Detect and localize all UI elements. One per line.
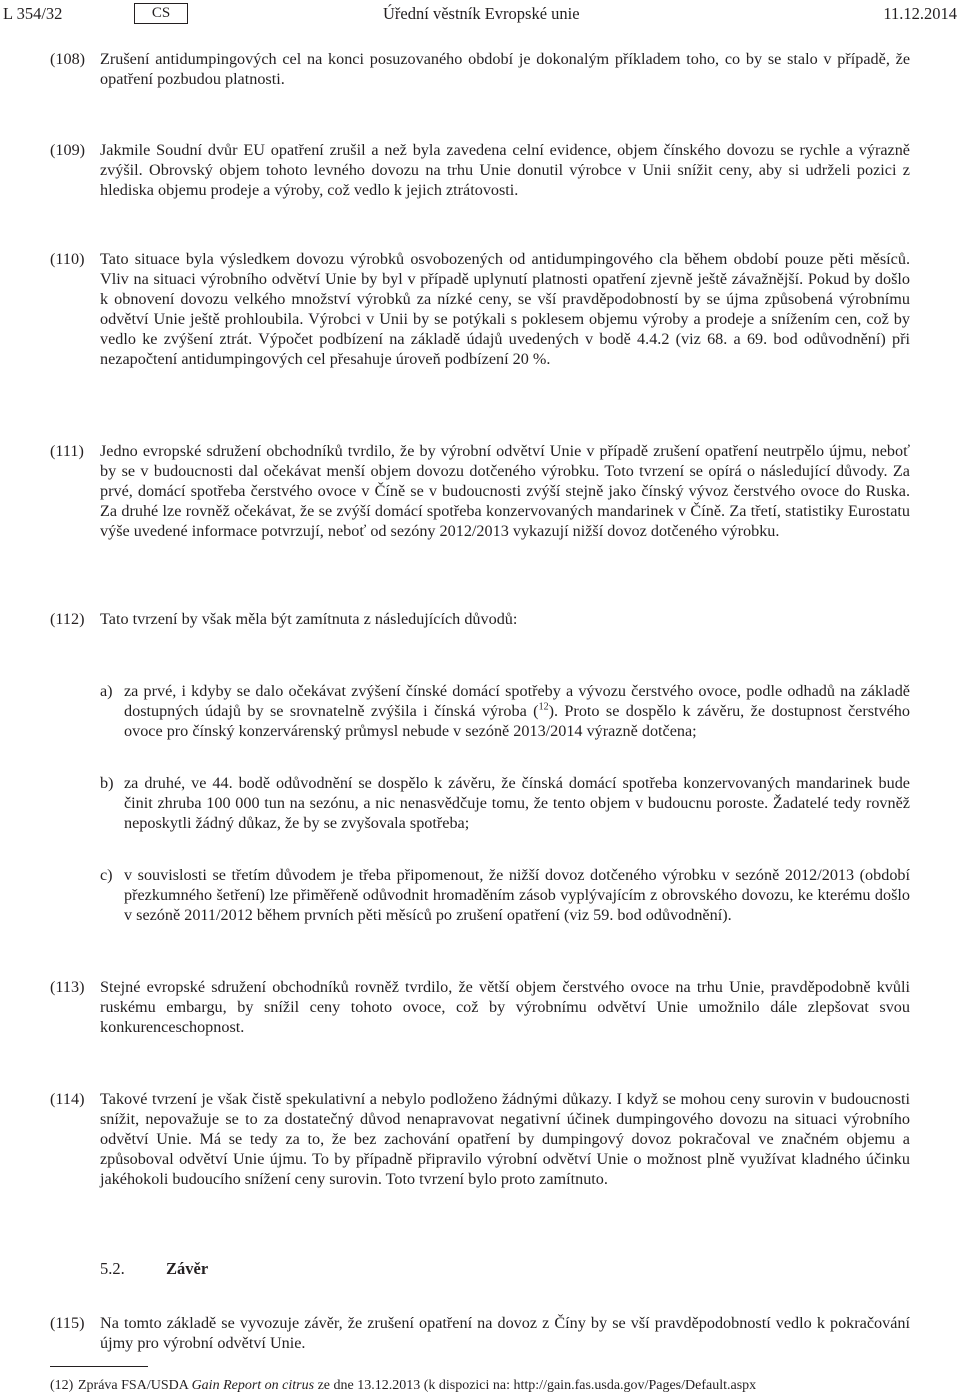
- paragraph-number: (113): [50, 978, 85, 996]
- list-item-label: a): [100, 682, 113, 700]
- footnote: (12) Zpráva FSA/USDA Gain Report on citrus ze dne 13.12.2013 (k dispozici na: http://gain.fas.usda.gov/Pages/Default.aspx: [50, 1378, 757, 1393]
- list-item-label: b): [100, 774, 114, 792]
- language-badge: CS: [134, 3, 188, 24]
- paragraph-text: Na tomto základě se vyvozuje závěr, že zrušení opatření na dovoz z Číny by se vší pravděpodobností vedlo k pokračování újmy pro výrobní odvětví Unie.: [100, 1314, 910, 1352]
- paragraph-text: Tato tvrzení by však měla být zamítnuta z následujících důvodů:: [100, 610, 518, 628]
- list-item-text: za druhé, ve 44. bodě odůvodnění se dospělo k závěru, že čínská domácí spotřeba konzervovaných mandarinek bude činit zhruba 100 000 tun na sezónu, a nic nenasvědčuje tomu, že tento objem v budoucnu poroste. Žadatelé tedy rovněž neposkytli žádný důkaz, že by se zvyšovala spotřeba;: [124, 774, 910, 832]
- footnote-ref: 12: [538, 701, 549, 713]
- paragraph-text: Zrušení antidumpingových cel na konci posuzovaného období je dokonalým příkladem toho, co by se stalo v případě, že opatření pozbudou platnosti.: [100, 50, 910, 88]
- list-item-c: [100, 865, 910, 925]
- paragraph-number: (108): [50, 50, 86, 68]
- footnote-divider: [50, 1366, 148, 1367]
- paragraph-114: [50, 1089, 910, 1189]
- paragraph-text: Jedno evropské sdružení obchodníků tvrdilo, že by výrobní odvětví Unie v případě zrušení opatření neutrpělo újmu, neboť by se v budoucnosti dal očekávat menší objem dovozu dotčeného výrobku. Toto tvrzení se opírá o následující důvody. Za prvé, domácí spotřeba čerstvého ovoce v Číně se v budoucnosti zvýší stejně jako čínský vývoz čerstvého ovoce do Ruska. Za druhé lze rovněž očekávat, že se zvýší domácí spotřeba konzervovaných mandarinek v Číně. Za třetí, statistiky Eurostatu výše uvedené informace potvrzují, neboť od sezóny 2012/2013 vykazují nižší dovoz dotčeného výrobku.: [100, 442, 910, 540]
- list-item-a: [100, 681, 910, 741]
- paragraph-110: [50, 249, 910, 369]
- paragraph-111: [50, 441, 910, 541]
- paragraph-text: Tato situace byla výsledkem dovozu výrobků osvobozených od antidumpingového cla během období pouze pěti měsíců. Vliv na situaci výrobního odvětví Unie by byl v případě uplynutí platnosti opatření zjevně ještě závažnější. Pokud by došlo k obnovení dovozu velkého množství výrobků za nízké ceny, se vší pravděpodobností by se újma způsobená výrobnímu odvětví Unie ještě prohloubila. Výrobci v Unii by se potýkali s poklesem objemu výroby a prodeje a snížením cen, což by vedlo ke zvýšení ztrát. Výpočet podbízení na základě údajů uvedených v bodě 4.4.2 (viz 68. a 69. bod odůvodnění) při nezapočtení antidumpingových cel přesahuje úroveň podbízení 20 %.: [100, 250, 910, 368]
- page-header: [0, 0, 960, 28]
- report-title: Gain Report on citrus: [191, 1378, 315, 1393]
- paragraph-108: [50, 49, 910, 89]
- paragraph-112: [50, 609, 910, 629]
- paragraph-number: (115): [50, 1314, 85, 1332]
- list-item-b: [100, 773, 910, 833]
- paragraph-number: (111): [50, 442, 84, 460]
- paragraph-text: Jakmile Soudní dvůr EU opatření zrušil a než byla zavedena celní evidence, objem čínského dovozu se rychle a výrazně zvýšil. Obrovský objem tohoto levného dovozu na trhu Unie donutil výrobce v Unii snížit ceny, aby si udrželi pozici z hlediska objemu prodeje a výroby, což vedlo k jejich ztrátovosti.: [100, 141, 910, 199]
- journal-title: Úřední věstník Evropské unie: [383, 4, 580, 23]
- list-item-label: c): [100, 866, 113, 884]
- paragraph-number: (109): [50, 141, 86, 159]
- paragraph-109: [50, 140, 910, 200]
- footnote-number: (12): [50, 1378, 74, 1393]
- list-item-text: v souvislosti se třetím důvodem je třeba připomenout, že nižší dovoz dotčeného výrobku v sezóně 2012/2013 (období přezkumného šetření) lze přiměřeně odůvodnit hromaděním zásob vyplývajícím z obrovského dovozu, ke kterému došlo v sezóně 2011/2012 během prvních pěti měsíců po zrušení opatření (viz 59. bod odůvodnění).: [124, 866, 910, 924]
- paragraph-number: (114): [50, 1090, 85, 1108]
- paragraph-text: Stejné evropské sdružení obchodníků rovněž tvrdilo, že větší objem čerstvého ovoce na trhu Unie, pravděpodobně kvůli ruskému embargu, by snížil ceny tohoto ovoce, což by výrobnímu odvětví Unie umožnilo dále zlepšovat svou konkurenceschopnost.: [100, 978, 910, 1036]
- paragraph-115: [50, 1313, 910, 1353]
- section-title: Závěr: [166, 1259, 209, 1278]
- paragraph-text: Takové tvrzení je však čistě spekulativní a nebylo podloženo žádnými důkazy. I když se mohou ceny surovin v budoucnosti snížit, nepovažuje se to za dostatečný důvod nenapravovat negativní účinek dumpingového dovozu na situaci výrobního odvětví Unie. Má se tedy za to, že bez zachování opatření by dumpingový dovoz pokračoval ve značném objemu a způsoboval odvětví Unie újmu. To by případně připravilo výrobní odvětví Unie o možnost plně využívat kladného účinku jakéhokoli budoucího snížení ceny surovin. Toto tvrzení bylo proto zamítnuto.: [100, 1090, 910, 1188]
- publication-date: 11.12.2014: [883, 4, 957, 23]
- paragraph-113: [50, 977, 910, 1037]
- list-item-text: za prvé, i kdyby se dalo očekávat zvýšení čínské domácí spotřeby a vývozu čerstvého ovoce, podle odhadů na základě dostupných údajů by se srovnatelně zvýšila i čínská výroba ($^{12}$). Proto se dospělo k závěru, že dostupnost čerstvého ovoce pro čínský konzervárenský průmysl nebude v sezóně 2013/2014 výrazně dotčena;: [124, 682, 910, 740]
- paragraph-number: (112): [50, 610, 85, 628]
- page-number: L 354/32: [3, 4, 63, 23]
- section-number: 5.2.: [100, 1259, 125, 1278]
- paragraph-number: (110): [50, 250, 85, 268]
